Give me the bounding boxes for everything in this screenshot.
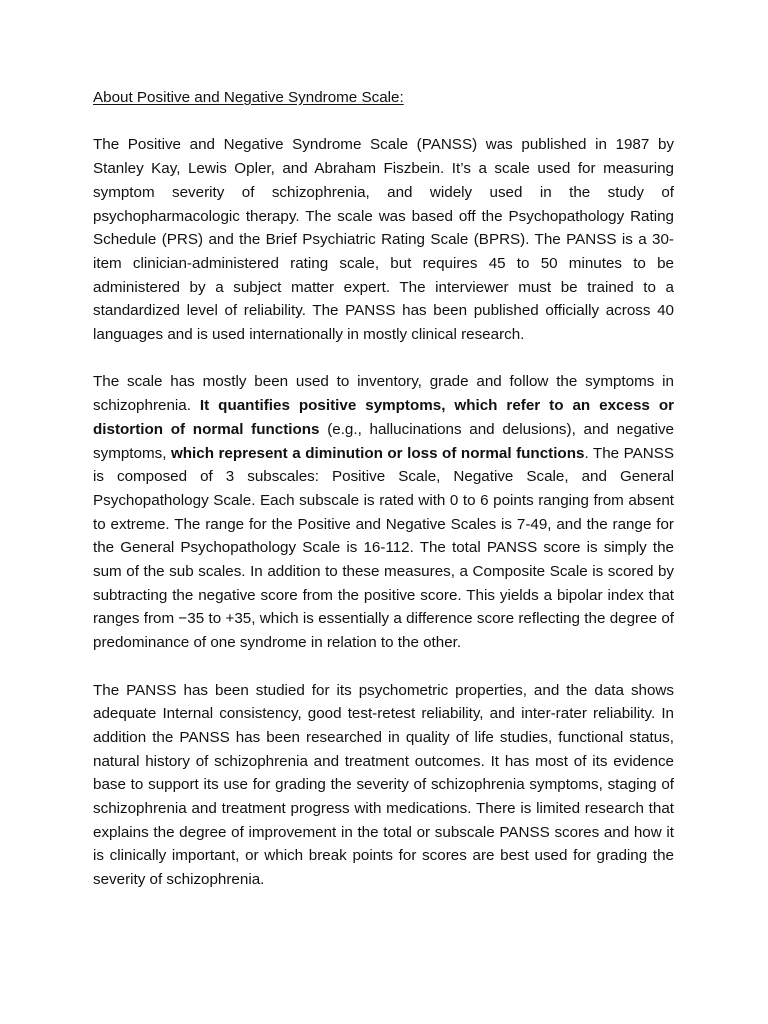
paragraph-subscales-text-3: . The PANSS is composed of 3 subscales: Positive Scale, Negative Scale, and General Psychopathology Scale. Each subscale is rated with 0 to 6 points ranging from absent to extreme. The range for the Positive and Negative Scales is 7-49, and the range for the General Psychopathology Scale is 16-112. The total PANSS score is simply the sum of the sub scales. In addition to these measures, a Composite Scale is scored by subtracting the negative score from the positive score. This yields a bipolar index that ranges from −35 to +35, which is essentially a difference score reflecting the degree of predominance of one syndrome in relation to the other. [93, 444, 674, 652]
paragraph-intro: The Positive and Negative Syndrome Scale (PANSS) was published in 1987 by Stanley Kay, Lewis Opler, and Abraham Fiszbein. It’s a scale used for measuring symptom severity of schizophrenia, and widely used in the study of psychopharmacologic therapy. The scale was based off the Psychopathology Rating Schedule (PRS) and the Brief Psychiatric Rating Scale (BPRS). The PANSS is a 30-item clinician-administered rating scale, but requires 45 to 50 minutes to be administered by a subject matter expert. The interviewer must be trained to a standardized level of reliability. The PANSS has been published officially across 40 languages and is used internationally in mostly clinical research. [93, 136, 674, 344]
paragraph-subscales [93, 370, 674, 654]
paragraph-psychometrics: The PANSS has been studied for its psychometric properties, and the data shows adequate Internal consistency, good test-retest reliability, and inter-rater reliability. In addition the PANSS has been researched in quality of life studies, functional status, natural history of schizophrenia and treatment outcomes. It has most of its evidence base to support its use for grading the severity of schizophrenia symptoms, staging of schizophrenia and treatment progress with medications. There is limited research that explains the degree of improvement in the total or subscale PANSS scores and how it is clinically important, or which break points for scores are best used for grading the severity of schizophrenia. [93, 681, 674, 889]
negative-symptoms-definition: which represent a diminution or loss of normal functions [170, 444, 585, 462]
document-body [93, 86, 674, 892]
positive-symptoms-definition: It quantifies positive symptoms, which refer to an excess or distortion of normal functions [93, 397, 675, 438]
document-heading: About Positive and Negative Syndrome Scale: [93, 89, 404, 106]
paragraph-subscales-text-1: The scale has mostly been used to inventory, grade and follow the symptoms in schizophrenia. [93, 373, 674, 415]
paragraph-subscales-text-2: (e.g., hallucinations and delusions), and negative symptoms, [93, 420, 674, 462]
